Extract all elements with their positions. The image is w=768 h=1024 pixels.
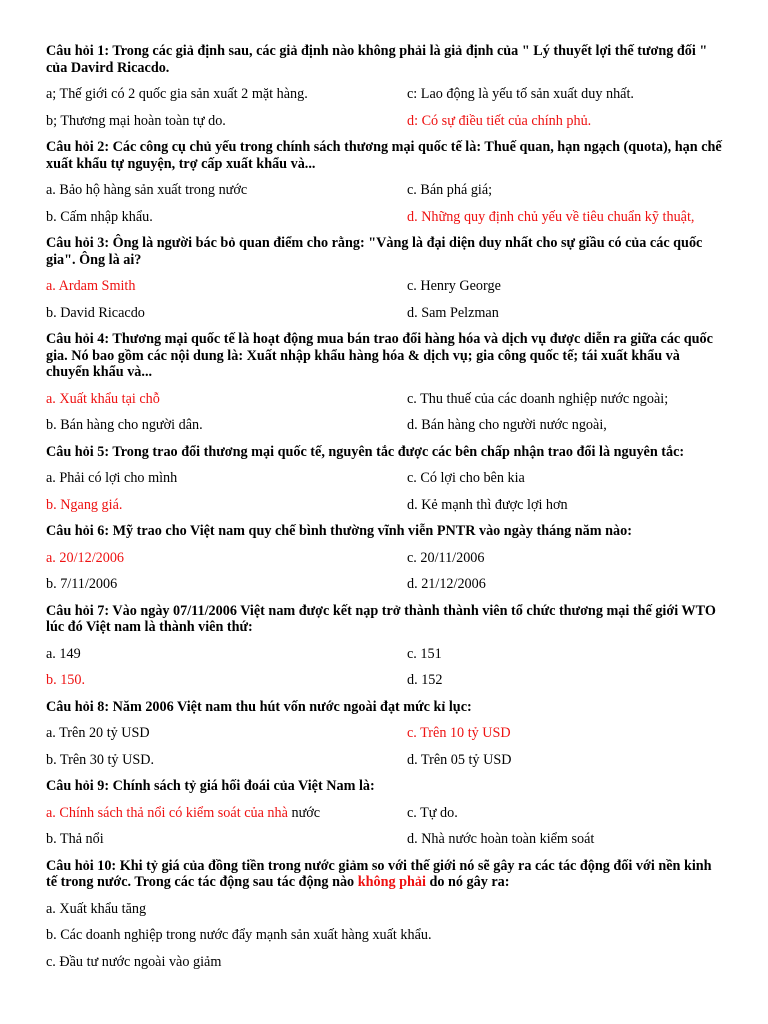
question-10-text-end: do nó gây ra: xyxy=(425,874,510,890)
question-1-option-c: c: Lao động là yếu tố sản xuất duy nhất. xyxy=(407,86,634,102)
question-3-option-a-answer: a. Ardam Smith xyxy=(46,278,136,294)
question-8-row-1 xyxy=(46,725,722,752)
question-6-row-2 xyxy=(46,576,722,603)
question-6-option-a-answer: a. 20/12/2006 xyxy=(46,549,125,566)
question-5-text: Câu hỏi 5: Trong trao đổi thương mại quốc tế, nguyên tắc được các bên chấp nhận trao đổi là nguyên tắc: xyxy=(46,443,685,460)
question-8 xyxy=(46,699,722,779)
question-7-text: Câu hỏi 7: Vào ngày 07/11/2006 Việt nam được kết nạp trở thành thành viên tổ chức thương mại thế giới WTO lúc đó Việt nam là thành viên thứ: xyxy=(46,602,716,635)
question-9-row-1 xyxy=(46,805,722,832)
question-3-option-b: b. David Ricacdo xyxy=(46,304,145,321)
question-6-option-d: d. 21/12/2006 xyxy=(407,576,486,592)
question-4-option-c: c. Thu thuế của các doanh nghiệp nước ngoài; xyxy=(407,390,669,407)
question-4 xyxy=(46,331,722,444)
question-8-option-d: d. Trên 05 tỷ USD xyxy=(407,751,512,768)
question-10-option-b: b. Các doanh nghiệp trong nước đẩy mạnh sản xuất hàng xuất khẩu. xyxy=(46,927,432,943)
question-1-option-d-answer: d: Có sự điều tiết của chính phủ. xyxy=(407,112,592,129)
question-9-text: Câu hỏi 9: Chính sách tỷ giá hối đoái của Việt Nam là: xyxy=(46,778,375,794)
question-3-text: Câu hỏi 3: Ông là người bác bỏ quan điểm cho rằng: "Vàng là đại diện duy nhất cho sự giầu có của các quốc gia". Ông là ai? xyxy=(46,235,703,268)
question-10-text-start: Câu hỏi 10: Khi tỷ giá của đồng tiền trong nước giảm so với thế giới nó sẽ gây ra các tác động đối với nền kinh tế trong nước. Trong các tác động sau tác động nào xyxy=(46,857,712,890)
question-3-row-1 xyxy=(46,278,722,305)
question-8-option-b: b. Trên 30 tỷ USD. xyxy=(46,751,155,768)
question-8-option-c-answer: c. Trên 10 tỷ USD xyxy=(407,725,511,741)
question-4-text: Câu hỏi 4: Thương mại quốc tế là hoạt động mua bán trao đổi hàng hóa và dịch vụ được diễn ra giữa các quốc gia. Nó bao gồm các nội dung là: Xuất nhập khẩu hàng hóa & dịch vụ; gia công quốc tế; tái xuất khẩu và chuyển khẩu và... xyxy=(46,331,713,380)
question-5-option-c: c. Có lợi cho bên kia xyxy=(407,470,525,486)
question-10-option-a: a. Xuất khẩu tăng xyxy=(46,900,147,917)
question-6-option-c: c. 20/11/2006 xyxy=(407,549,485,566)
question-9-row-2 xyxy=(46,831,722,858)
question-1 xyxy=(46,43,722,139)
question-8-option-a: a. Trên 20 tỷ USD xyxy=(46,725,150,741)
question-7-row-2 xyxy=(46,672,722,699)
question-3 xyxy=(46,235,722,331)
question-3-option-c: c. Henry George xyxy=(407,278,501,294)
question-5-option-b-answer: b. Ngang giá. xyxy=(46,496,123,513)
question-10 xyxy=(46,858,722,981)
question-2-option-c: c. Bán phá giá; xyxy=(407,182,493,198)
question-8-row-2 xyxy=(46,752,722,779)
question-1-row-2 xyxy=(46,113,722,140)
question-2-row-2 xyxy=(46,209,722,236)
question-4-row-2 xyxy=(46,417,722,444)
question-7-option-d: d. 152 xyxy=(407,672,443,688)
question-2-text: Câu hỏi 2: Các công cụ chủ yếu trong chính sách thương mại quốc tế là: Thuế quan, hạn ngạch (quota), hạn chế xuất khẩu tự nguyện, trợ cấp xuất khẩu và... xyxy=(46,139,722,172)
question-10-option-c: c. Đầu tư nước ngoài vào giảm xyxy=(46,953,222,970)
question-9-option-a-rest: nước xyxy=(287,804,321,821)
question-4-option-d: d. Bán hàng cho người nước ngoài, xyxy=(407,417,607,433)
question-7-option-b-answer: b. 150. xyxy=(46,672,86,688)
question-4-row-1 xyxy=(46,391,722,418)
question-3-option-d: d. Sam Pelzman xyxy=(407,304,499,321)
question-2-option-d-answer: d. Những quy định chủ yếu về tiêu chuẩn kỹ thuật, xyxy=(407,208,695,225)
question-4-option-b: b. Bán hàng cho người dân. xyxy=(46,417,203,433)
question-6-option-b: b. 7/11/2006 xyxy=(46,576,118,592)
question-9-option-b: b. Thả nổi xyxy=(46,831,104,847)
question-9-option-a-highlight: a. Chính sách thả nổi có kiểm soát của nhà xyxy=(46,804,288,821)
question-1-text: Câu hỏi 1: Trong các giả định sau, các giả định nào không phải là giả định của " Lý thuyết lợi thế tương đối " của Davird Ricacdo. xyxy=(46,43,708,76)
question-1-option-b: b; Thương mại hoàn toàn tự do. xyxy=(46,112,226,129)
question-1-option-a: a; Thế giới có 2 quốc gia sản xuất 2 mặt hàng. xyxy=(46,86,308,102)
question-10-text-emphasis: không phải xyxy=(357,874,426,890)
question-3-row-2 xyxy=(46,305,722,332)
question-6 xyxy=(46,523,722,603)
question-1-row-1 xyxy=(46,86,722,113)
question-4-option-a-answer: a. Xuất khẩu tại chỗ xyxy=(46,390,160,407)
question-2-option-b: b. Cấm nhập khẩu. xyxy=(46,208,153,225)
question-2-row-1 xyxy=(46,182,722,209)
question-7-option-c: c. 151 xyxy=(407,645,442,662)
question-7-option-a: a. 149 xyxy=(46,645,81,662)
question-5 xyxy=(46,444,722,524)
question-9-option-a-answer xyxy=(46,805,407,822)
question-5-row-1 xyxy=(46,470,722,497)
question-9-option-d: d. Nhà nước hoàn toàn kiểm soát xyxy=(407,831,595,847)
question-6-text: Câu hỏi 6: Mỹ trao cho Việt nam quy chế bình thường vĩnh viễn PNTR vào ngày tháng năm nào: xyxy=(46,523,632,539)
question-6-row-1 xyxy=(46,550,722,577)
question-5-option-a: a. Phải có lợi cho mình xyxy=(46,470,178,486)
question-2-option-a: a. Bảo hộ hàng sản xuất trong nước xyxy=(46,182,248,198)
question-9 xyxy=(46,778,722,858)
question-10-text xyxy=(46,858,722,891)
question-7-row-1 xyxy=(46,646,722,673)
question-2 xyxy=(46,139,722,235)
question-7 xyxy=(46,603,722,699)
question-8-text: Câu hỏi 8: Năm 2006 Việt nam thu hút vốn nước ngoài đạt mức kỉ lục: xyxy=(46,698,472,715)
question-5-row-2 xyxy=(46,497,722,524)
question-5-option-d: d. Kẻ mạnh thì được lợi hơn xyxy=(407,496,568,513)
question-9-option-c: c. Tự do. xyxy=(407,804,458,821)
